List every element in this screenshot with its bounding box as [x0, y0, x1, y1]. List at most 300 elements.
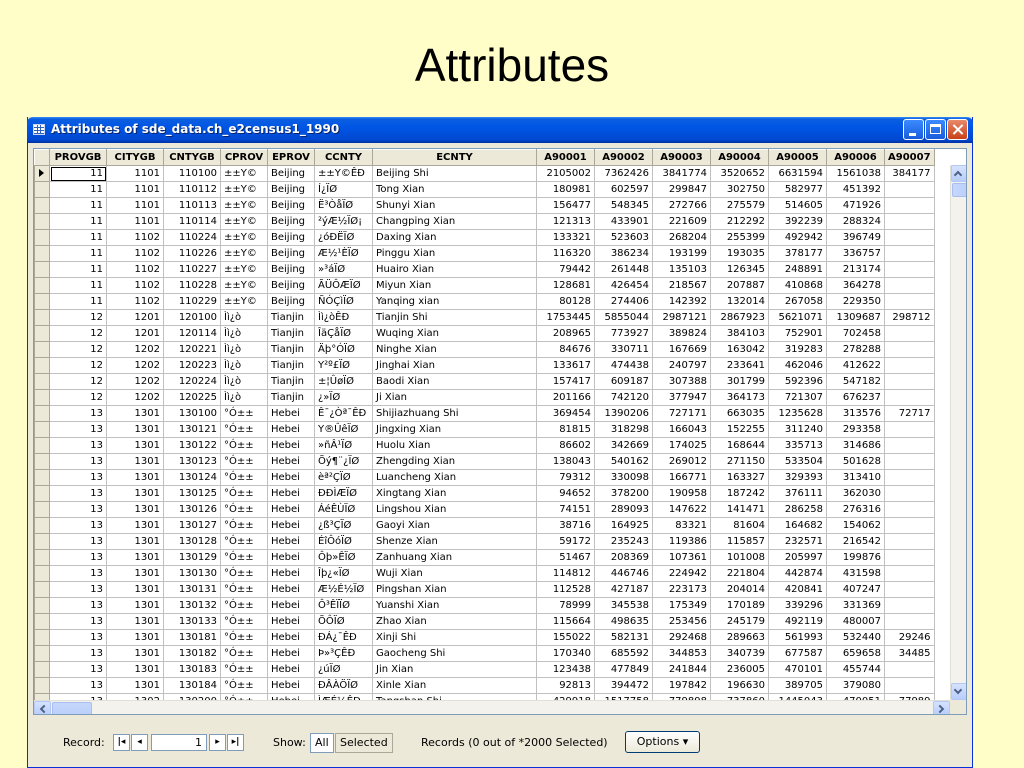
- table-cell[interactable]: 727171: [653, 406, 711, 422]
- table-cell[interactable]: 170189: [711, 598, 769, 614]
- table-row[interactable]: [35, 294, 935, 310]
- table-cell[interactable]: 133321: [537, 230, 595, 246]
- table-cell[interactable]: 1301: [107, 678, 164, 694]
- table-cell[interactable]: 313410: [827, 470, 885, 486]
- table-row[interactable]: [35, 326, 935, 342]
- table-cell[interactable]: 433901: [595, 214, 653, 230]
- table-cell[interactable]: 204014: [711, 582, 769, 598]
- table-cell[interactable]: 154062: [827, 518, 885, 534]
- table-cell[interactable]: 335713: [769, 438, 827, 454]
- table-row[interactable]: [35, 598, 935, 614]
- table-cell[interactable]: [885, 470, 935, 486]
- table-cell[interactable]: Jingxing Xian: [373, 422, 537, 438]
- table-cell[interactable]: 492119: [769, 614, 827, 630]
- table-cell[interactable]: 5621071: [769, 310, 827, 326]
- table-cell[interactable]: 474438: [595, 358, 653, 374]
- table-cell[interactable]: Gaoyi Xian: [373, 518, 537, 534]
- table-cell[interactable]: Ìì¿ò: [221, 358, 268, 374]
- table-cell[interactable]: 288324: [827, 214, 885, 230]
- table-cell[interactable]: 1235628: [769, 406, 827, 422]
- table-cell[interactable]: 11: [50, 230, 107, 246]
- table-cell[interactable]: 13: [50, 438, 107, 454]
- table-cell[interactable]: 1301: [107, 534, 164, 550]
- first-record-icon[interactable]: |◂: [113, 734, 130, 751]
- table-cell[interactable]: 218567: [653, 278, 711, 294]
- table-cell[interactable]: 1101: [107, 214, 164, 230]
- table-cell[interactable]: 602597: [595, 182, 653, 198]
- table-cell[interactable]: 126345: [711, 262, 769, 278]
- table-row[interactable]: [35, 614, 935, 630]
- table-cell[interactable]: 410868: [769, 278, 827, 294]
- table-cell[interactable]: Yanqing xian: [373, 294, 537, 310]
- table-cell[interactable]: 110113: [164, 198, 221, 214]
- vertical-scroll-thumb[interactable]: [952, 183, 967, 197]
- table-cell[interactable]: 13: [50, 486, 107, 502]
- table-cell[interactable]: Ë³ÒåÏØ: [315, 198, 373, 214]
- table-cell[interactable]: 313576: [827, 406, 885, 422]
- table-cell[interactable]: 471926: [827, 198, 885, 214]
- table-cell[interactable]: 79312: [537, 470, 595, 486]
- table-cell[interactable]: 190958: [653, 486, 711, 502]
- table-cell[interactable]: 13: [50, 582, 107, 598]
- table-cell[interactable]: »³áÏØ: [315, 262, 373, 278]
- table-cell[interactable]: 114812: [537, 566, 595, 582]
- table-cell[interactable]: [885, 214, 935, 230]
- table-cell[interactable]: 1301: [107, 598, 164, 614]
- table-cell[interactable]: ÐÁ¿¯ÊÐ: [315, 630, 373, 646]
- scroll-left-button[interactable]: [34, 701, 51, 715]
- table-cell[interactable]: [885, 246, 935, 262]
- table-cell[interactable]: 13: [50, 598, 107, 614]
- table-cell[interactable]: 1301: [107, 662, 164, 678]
- column-header-6[interactable]: ECNTY: [373, 150, 537, 166]
- table-cell[interactable]: Beijing: [268, 246, 315, 262]
- table-cell[interactable]: 1201: [107, 326, 164, 342]
- table-cell[interactable]: Ìì¿ò: [221, 390, 268, 406]
- table-cell[interactable]: 201166: [537, 390, 595, 406]
- table-cell[interactable]: 116320: [537, 246, 595, 262]
- table-cell[interactable]: 532440: [827, 630, 885, 646]
- table-cell[interactable]: 130123: [164, 454, 221, 470]
- column-header-1[interactable]: CITYGB: [107, 150, 164, 166]
- table-cell[interactable]: 378177: [769, 246, 827, 262]
- table-cell[interactable]: 34485: [885, 646, 935, 662]
- table-cell[interactable]: [885, 502, 935, 518]
- table-cell[interactable]: 369454: [537, 406, 595, 422]
- table-cell[interactable]: 164682: [769, 518, 827, 534]
- table-cell[interactable]: Baodi Xian: [373, 374, 537, 390]
- table-row[interactable]: [35, 582, 935, 598]
- table-cell[interactable]: 110114: [164, 214, 221, 230]
- table-cell[interactable]: 174025: [653, 438, 711, 454]
- table-cell[interactable]: 3520652: [711, 166, 769, 182]
- table-row[interactable]: [35, 198, 935, 214]
- scroll-up-button[interactable]: [951, 165, 967, 182]
- table-cell[interactable]: 130121: [164, 422, 221, 438]
- horizontal-scroll-thumb[interactable]: [52, 702, 92, 715]
- table-cell[interactable]: 11: [50, 278, 107, 294]
- table-cell[interactable]: 12: [50, 358, 107, 374]
- table-cell[interactable]: 582131: [595, 630, 653, 646]
- table-cell[interactable]: Xinji Shi: [373, 630, 537, 646]
- table-row[interactable]: [35, 214, 935, 230]
- table-cell[interactable]: Beijing: [268, 214, 315, 230]
- table-cell[interactable]: 120114: [164, 326, 221, 342]
- table-cell[interactable]: 379080: [827, 678, 885, 694]
- table-cell[interactable]: [885, 198, 935, 214]
- table-cell[interactable]: ÑÓÇìÏØ: [315, 294, 373, 310]
- row-selector[interactable]: [35, 214, 50, 230]
- table-cell[interactable]: 364278: [827, 278, 885, 294]
- table-cell[interactable]: 267058: [769, 294, 827, 310]
- table-cell[interactable]: °Ó±±: [221, 406, 268, 422]
- table-cell[interactable]: 187242: [711, 486, 769, 502]
- table-cell[interactable]: 389705: [769, 678, 827, 694]
- column-header-2[interactable]: CNTYGB: [164, 150, 221, 166]
- table-cell[interactable]: [885, 390, 935, 406]
- row-selector[interactable]: [35, 358, 50, 374]
- table-cell[interactable]: °Ó±±: [221, 678, 268, 694]
- table-cell[interactable]: ±±Y©ÊÐ: [315, 166, 373, 182]
- table-cell[interactable]: 446746: [595, 566, 653, 582]
- table-cell[interactable]: [885, 518, 935, 534]
- table-cell[interactable]: 130122: [164, 438, 221, 454]
- table-cell[interactable]: 130184: [164, 678, 221, 694]
- table-cell[interactable]: 344853: [653, 646, 711, 662]
- table-cell[interactable]: 1301: [107, 406, 164, 422]
- table-cell[interactable]: 271150: [711, 454, 769, 470]
- table-cell[interactable]: 80128: [537, 294, 595, 310]
- table-cell[interactable]: 112528: [537, 582, 595, 598]
- row-selector[interactable]: [35, 406, 50, 422]
- row-selector[interactable]: [35, 678, 50, 694]
- table-cell[interactable]: 130132: [164, 598, 221, 614]
- table-cell[interactable]: 84676: [537, 342, 595, 358]
- table-cell[interactable]: 336757: [827, 246, 885, 262]
- table-cell[interactable]: Ìì¿ò: [221, 310, 268, 326]
- table-cell[interactable]: Miyun Xian: [373, 278, 537, 294]
- row-selector[interactable]: [35, 582, 50, 598]
- table-cell[interactable]: °Ó±±: [221, 534, 268, 550]
- table-cell[interactable]: 6631594: [769, 166, 827, 182]
- table-cell[interactable]: ÐÂÀÖÏØ: [315, 678, 373, 694]
- table-cell[interactable]: [885, 230, 935, 246]
- row-selector[interactable]: [35, 166, 50, 182]
- table-cell[interactable]: 1102: [107, 246, 164, 262]
- table-cell[interactable]: 427187: [595, 582, 653, 598]
- table-cell[interactable]: 13: [50, 550, 107, 566]
- table-cell[interactable]: 492942: [769, 230, 827, 246]
- table-cell[interactable]: 1101: [107, 166, 164, 182]
- table-cell[interactable]: Shenze Xian: [373, 534, 537, 550]
- table-cell[interactable]: 29246: [885, 630, 935, 646]
- row-selector-header[interactable]: [35, 150, 50, 166]
- table-cell[interactable]: 110227: [164, 262, 221, 278]
- table-cell[interactable]: Ìì¿òÊÐ: [315, 310, 373, 326]
- table-cell[interactable]: Tianjin: [268, 310, 315, 326]
- table-cell[interactable]: 130100: [164, 406, 221, 422]
- table-cell[interactable]: 13: [50, 646, 107, 662]
- table-cell[interactable]: 340739: [711, 646, 769, 662]
- table-cell[interactable]: 659658: [827, 646, 885, 662]
- table-cell[interactable]: 168644: [711, 438, 769, 454]
- table-cell[interactable]: 130126: [164, 502, 221, 518]
- table-cell[interactable]: 101008: [711, 550, 769, 566]
- table-cell[interactable]: 269012: [653, 454, 711, 470]
- table-cell[interactable]: 79442: [537, 262, 595, 278]
- table-cell[interactable]: 1301: [107, 502, 164, 518]
- table-cell[interactable]: 298712: [885, 310, 935, 326]
- table-cell[interactable]: 12: [50, 374, 107, 390]
- table-cell[interactable]: 199876: [827, 550, 885, 566]
- table-cell[interactable]: 514605: [769, 198, 827, 214]
- table-cell[interactable]: 81815: [537, 422, 595, 438]
- table-cell[interactable]: Hebei: [268, 566, 315, 582]
- table-cell[interactable]: 11: [50, 198, 107, 214]
- table-row[interactable]: [35, 166, 935, 182]
- row-selector[interactable]: [35, 502, 50, 518]
- table-cell[interactable]: 1301: [107, 582, 164, 598]
- table-cell[interactable]: 235243: [595, 534, 653, 550]
- table-cell[interactable]: 11: [50, 262, 107, 278]
- table-cell[interactable]: Æ½¹ÈÏØ: [315, 246, 373, 262]
- table-cell[interactable]: 13: [50, 614, 107, 630]
- table-cell[interactable]: Beijing: [268, 294, 315, 310]
- row-selector[interactable]: [35, 470, 50, 486]
- table-cell[interactable]: Tianjin Shi: [373, 310, 537, 326]
- table-cell[interactable]: [885, 598, 935, 614]
- table-cell[interactable]: 229350: [827, 294, 885, 310]
- table-cell[interactable]: 147622: [653, 502, 711, 518]
- table-cell[interactable]: 426454: [595, 278, 653, 294]
- table-cell[interactable]: 197842: [653, 678, 711, 694]
- show-all-button[interactable]: All: [310, 733, 334, 753]
- table-cell[interactable]: [885, 566, 935, 582]
- table-cell[interactable]: Hebei: [268, 454, 315, 470]
- table-row[interactable]: [35, 310, 935, 326]
- row-selector[interactable]: [35, 438, 50, 454]
- table-cell[interactable]: 166771: [653, 470, 711, 486]
- table-cell[interactable]: 13: [50, 566, 107, 582]
- table-cell[interactable]: 12: [50, 342, 107, 358]
- table-cell[interactable]: ±±Y©: [221, 230, 268, 246]
- table-cell[interactable]: 110228: [164, 278, 221, 294]
- table-cell[interactable]: 170340: [537, 646, 595, 662]
- options-button[interactable]: [625, 731, 700, 753]
- table-cell[interactable]: 292468: [653, 630, 711, 646]
- table-cell[interactable]: 11: [50, 246, 107, 262]
- row-selector[interactable]: [35, 262, 50, 278]
- table-cell[interactable]: Ôþ»ÊÏØ: [315, 550, 373, 566]
- table-cell[interactable]: 205997: [769, 550, 827, 566]
- table-cell[interactable]: 208369: [595, 550, 653, 566]
- table-cell[interactable]: 120224: [164, 374, 221, 390]
- table-cell[interactable]: Tianjin: [268, 358, 315, 374]
- table-row[interactable]: [35, 246, 935, 262]
- table-cell[interactable]: 523603: [595, 230, 653, 246]
- row-selector[interactable]: [35, 278, 50, 294]
- table-cell[interactable]: 407247: [827, 582, 885, 598]
- table-cell[interactable]: 1202: [107, 358, 164, 374]
- table-cell[interactable]: 501628: [827, 454, 885, 470]
- table-row[interactable]: [35, 502, 935, 518]
- table-cell[interactable]: 13: [50, 502, 107, 518]
- table-cell[interactable]: Lingshou Xian: [373, 502, 537, 518]
- show-selected-button[interactable]: Selected: [335, 733, 393, 753]
- table-cell[interactable]: 548345: [595, 198, 653, 214]
- table-cell[interactable]: 1202: [107, 342, 164, 358]
- table-cell[interactable]: ÉîÔóÏØ: [315, 534, 373, 550]
- table-cell[interactable]: [885, 342, 935, 358]
- table-cell[interactable]: ÎäÇåÏØ: [315, 326, 373, 342]
- table-cell[interactable]: 609187: [595, 374, 653, 390]
- table-cell[interactable]: 213174: [827, 262, 885, 278]
- table-cell[interactable]: 175349: [653, 598, 711, 614]
- table-cell[interactable]: 236005: [711, 662, 769, 678]
- table-cell[interactable]: [885, 262, 935, 278]
- row-selector[interactable]: [35, 182, 50, 198]
- table-cell[interactable]: 477849: [595, 662, 653, 678]
- table-cell[interactable]: Luancheng Xian: [373, 470, 537, 486]
- table-cell[interactable]: [885, 550, 935, 566]
- table-cell[interactable]: Í¿ÏØ: [315, 182, 373, 198]
- table-row[interactable]: [35, 518, 935, 534]
- table-cell[interactable]: [885, 678, 935, 694]
- table-cell[interactable]: 13: [50, 678, 107, 694]
- horizontal-scrollbar[interactable]: [34, 700, 950, 715]
- table-cell[interactable]: 7362426: [595, 166, 653, 182]
- table-cell[interactable]: [885, 358, 935, 374]
- close-button[interactable]: [947, 119, 968, 140]
- row-selector[interactable]: [35, 566, 50, 582]
- table-cell[interactable]: Pingshan Xian: [373, 582, 537, 598]
- table-cell[interactable]: ±±Y©: [221, 246, 268, 262]
- table-cell[interactable]: 582977: [769, 182, 827, 198]
- table-cell[interactable]: 130129: [164, 550, 221, 566]
- table-cell[interactable]: 130133: [164, 614, 221, 630]
- column-header-3[interactable]: CPROV: [221, 150, 268, 166]
- table-cell[interactable]: Ji Xian: [373, 390, 537, 406]
- table-row[interactable]: [35, 390, 935, 406]
- table-cell[interactable]: 1102: [107, 294, 164, 310]
- table-cell[interactable]: Beijing: [268, 230, 315, 246]
- table-cell[interactable]: 677587: [769, 646, 827, 662]
- table-cell[interactable]: 394472: [595, 678, 653, 694]
- table-cell[interactable]: 110229: [164, 294, 221, 310]
- table-cell[interactable]: Hebei: [268, 470, 315, 486]
- table-cell[interactable]: 345538: [595, 598, 653, 614]
- table-cell[interactable]: 133617: [537, 358, 595, 374]
- table-cell[interactable]: 276316: [827, 502, 885, 518]
- table-cell[interactable]: 377947: [653, 390, 711, 406]
- table-cell[interactable]: ±±Y©: [221, 166, 268, 182]
- table-cell[interactable]: Hebei: [268, 406, 315, 422]
- row-selector[interactable]: [35, 518, 50, 534]
- table-row[interactable]: [35, 230, 935, 246]
- table-cell[interactable]: ±±Y©: [221, 182, 268, 198]
- table-cell[interactable]: 155022: [537, 630, 595, 646]
- table-cell[interactable]: 274406: [595, 294, 653, 310]
- table-cell[interactable]: °Ó±±: [221, 422, 268, 438]
- table-cell[interactable]: 547182: [827, 374, 885, 390]
- table-cell[interactable]: 74151: [537, 502, 595, 518]
- table-cell[interactable]: Gaocheng Shi: [373, 646, 537, 662]
- table-cell[interactable]: ¿óÐËÏØ: [315, 230, 373, 246]
- table-cell[interactable]: 1561038: [827, 166, 885, 182]
- window-titlebar[interactable]: [27, 117, 973, 143]
- table-cell[interactable]: 255399: [711, 230, 769, 246]
- table-cell[interactable]: ÕÔÏØ: [315, 614, 373, 630]
- table-row[interactable]: [35, 262, 935, 278]
- table-cell[interactable]: 120225: [164, 390, 221, 406]
- table-cell[interactable]: 1102: [107, 278, 164, 294]
- table-cell[interactable]: 1753445: [537, 310, 595, 326]
- table-cell[interactable]: ¿»ÏØ: [315, 390, 373, 406]
- table-cell[interactable]: 480007: [827, 614, 885, 630]
- table-cell[interactable]: Tianjin: [268, 374, 315, 390]
- table-cell[interactable]: èª²ÇÏØ: [315, 470, 373, 486]
- table-cell[interactable]: 3841774: [653, 166, 711, 182]
- table-cell[interactable]: 156477: [537, 198, 595, 214]
- table-cell[interactable]: Hebei: [268, 630, 315, 646]
- table-cell[interactable]: Huairo Xian: [373, 262, 537, 278]
- table-cell[interactable]: 164925: [595, 518, 653, 534]
- table-cell[interactable]: [885, 438, 935, 454]
- table-cell[interactable]: 412622: [827, 358, 885, 374]
- table-cell[interactable]: °Ó±±: [221, 598, 268, 614]
- table-cell[interactable]: 5855044: [595, 310, 653, 326]
- table-cell[interactable]: 561993: [769, 630, 827, 646]
- table-cell[interactable]: Pinggu Xian: [373, 246, 537, 262]
- table-cell[interactable]: Æ½É½ÏØ: [315, 582, 373, 598]
- table-cell[interactable]: 2987121: [653, 310, 711, 326]
- table-cell[interactable]: 389824: [653, 326, 711, 342]
- table-cell[interactable]: Ô³ÊÏÏØ: [315, 598, 373, 614]
- table-cell[interactable]: 742120: [595, 390, 653, 406]
- row-selector[interactable]: [35, 662, 50, 678]
- scroll-right-button[interactable]: [933, 701, 950, 715]
- table-cell[interactable]: Õý¶¨¿ÏØ: [315, 454, 373, 470]
- table-row[interactable]: [35, 534, 935, 550]
- table-cell[interactable]: Hebei: [268, 678, 315, 694]
- last-record-icon[interactable]: ▸|: [227, 734, 244, 751]
- table-cell[interactable]: °Ó±±: [221, 630, 268, 646]
- table-cell[interactable]: [885, 374, 935, 390]
- table-cell[interactable]: Tong Xian: [373, 182, 537, 198]
- table-cell[interactable]: 110224: [164, 230, 221, 246]
- table-cell[interactable]: Zhao Xian: [373, 614, 537, 630]
- table-cell[interactable]: [885, 326, 935, 342]
- table-cell[interactable]: 2105002: [537, 166, 595, 182]
- table-cell[interactable]: Y®ÛêÏØ: [315, 422, 373, 438]
- table-cell[interactable]: 13: [50, 662, 107, 678]
- row-selector[interactable]: [35, 422, 50, 438]
- table-cell[interactable]: 166043: [653, 422, 711, 438]
- table-cell[interactable]: 11: [50, 294, 107, 310]
- table-cell[interactable]: [885, 614, 935, 630]
- table-cell[interactable]: 123438: [537, 662, 595, 678]
- table-cell[interactable]: 289663: [711, 630, 769, 646]
- table-cell[interactable]: 301799: [711, 374, 769, 390]
- row-selector[interactable]: [35, 326, 50, 342]
- table-cell[interactable]: 364173: [711, 390, 769, 406]
- table-cell[interactable]: [885, 486, 935, 502]
- table-cell[interactable]: 431598: [827, 566, 885, 582]
- table-cell[interactable]: 455744: [827, 662, 885, 678]
- table-cell[interactable]: 12: [50, 390, 107, 406]
- table-cell[interactable]: Hebei: [268, 438, 315, 454]
- table-cell[interactable]: 120223: [164, 358, 221, 374]
